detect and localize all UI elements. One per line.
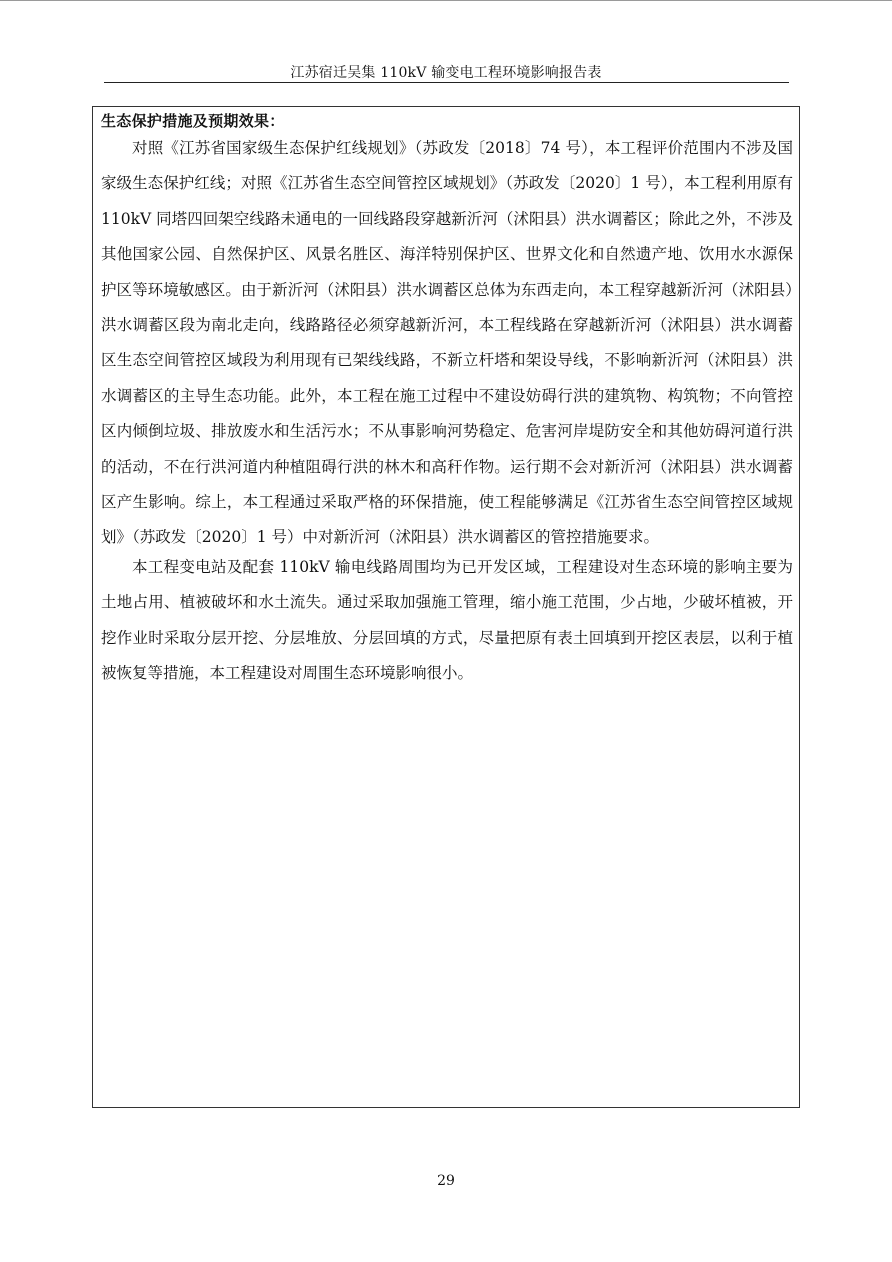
ecological-measures-box	[92, 106, 800, 1108]
page-number: 29	[437, 1173, 455, 1189]
paragraph-construction-impact: 本工程变电站及配套 110kV 输电线路周围均为已开发区域，工程建设对生态环境的影响主要为土地占用、植被破坏和水土流失。通过采取加强施工管理，缩小施工范围，少占地，少破坏植被，开挖作业时采取分层开挖、分层堆放、分层回填的方式，尽量把原有表土回填到开挖区表层，以利于植被恢复等措施，本工程建设对周围生态环境影响很小。	[101, 558, 793, 683]
report-header-title: 江苏宿迁吴集 110kV 输变电工程环境影响报告表	[290, 65, 602, 81]
header-rule	[104, 82, 789, 83]
page-top-edge	[0, 0, 892, 1]
section-heading: 生态保护措施及预期效果：	[101, 112, 285, 130]
paragraph-ecological-redline: 对照《江苏省国家级生态保护红线规划》（苏政发〔2018〕74 号），本工程评价范围内不涉及国家级生态保护红线；对照《江苏省生态空间管控区域规划》（苏政发〔2020〕1 号），本工程利用原有 110kV 同塔四回架空线路未通电的一回线路段穿越新沂河（沭阳县）洪水调蓄区；除此之外，不涉及其他国家公园、自然保护区、风景名胜区、海洋特别保护区、世界文化和自然遗产地、饮用水水源保护区等环境敏感区。由于新沂河（沭阳县）洪水调蓄区总体为东西走向，本工程穿越新沂河（沭阳县）洪水调蓄区段为南北走向，线路路径必须穿越新沂河，本工程线路在穿越新沂河（沭阳县）洪水调蓄区生态空间管控区域段为利用现有已架线线路，不新立杆塔和架设导线，不影响新沂河（沭阳县）洪水调蓄区的主导生态功能。此外，本工程在施工过程中不建设妨碍行洪的建筑物、构筑物；不向管控区内倾倒垃圾、排放废水和生活污水；不从事影响河势稳定、危害河岸堤防安全和其他妨碍河道行洪的活动，不在行洪河道内种植阻碍行洪的林木和高秆作物。运行期不会对新沂河（沭阳县）洪水调蓄区产生影响。综上，本工程通过采取严格的环保措施，使工程能够满足《江苏省生态空间管控区域规划》（苏政发〔2020〕1 号）中对新沂河（沭阳县）洪水调蓄区的管控措施要求。	[101, 139, 793, 547]
